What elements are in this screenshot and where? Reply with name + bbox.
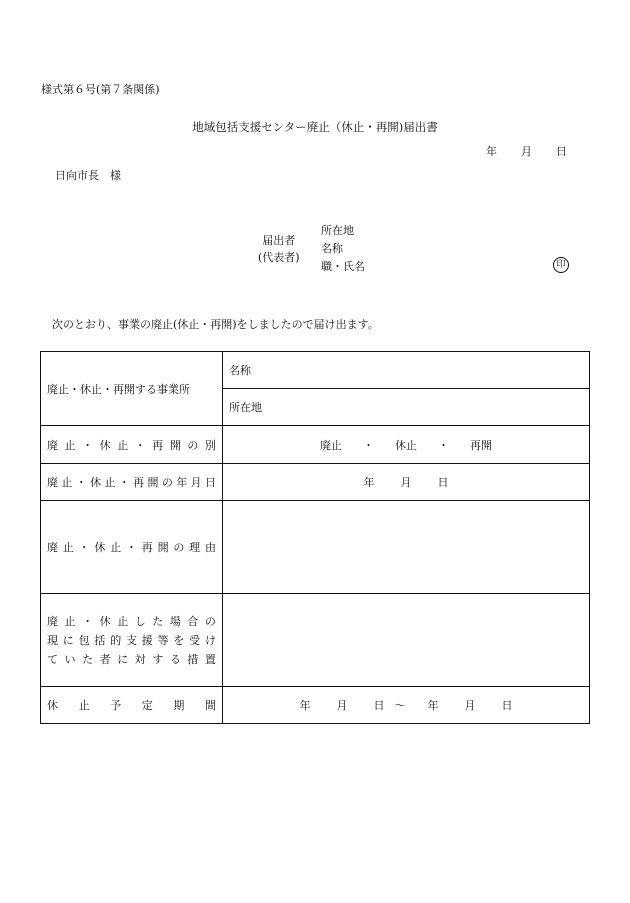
label-char: 止 [104,476,116,489]
label-char: ・ [82,438,94,452]
label-char: 別 [204,438,216,452]
type-options-cell[interactable] [223,426,590,464]
notifier-title-name-label: 職・氏名 [321,260,365,273]
type-option-resume[interactable]: 再開 [470,438,492,452]
label-char: 間 [204,699,216,712]
label-char: ・ [75,476,87,489]
label-char: 開 [147,476,159,489]
label-char: 日 [204,476,216,489]
label-char: 由 [204,541,216,554]
label-char: 支 [125,633,137,647]
date-value-month: 月 [400,476,412,489]
period-value-field[interactable] [223,687,590,724]
label-char: す [152,652,164,666]
label-char: 廃 [47,541,58,554]
period-month2: 月 [464,699,476,712]
notification-form-table [40,351,590,724]
label-char: 開 [157,541,169,554]
label-char: 定 [141,699,153,712]
measures-label-line [47,631,216,650]
reason-label [41,539,222,555]
label-char: を [173,633,185,647]
label-char: ・ [118,476,130,489]
label-char: 休 [99,438,111,452]
reason-label-cell [41,501,223,594]
type-separator: ・ [363,438,374,452]
date-month: 月 [521,145,532,158]
office-name-label: 名称 [229,364,251,377]
submission-date [486,143,567,159]
label-char: に [62,633,74,647]
label-char: 者 [99,652,111,666]
label-char: 場 [169,614,181,628]
label-char: 援 [141,633,153,647]
label-char: 対 [134,652,146,666]
label-char: 措 [187,652,199,666]
label-char: 廃 [47,438,58,452]
label-char: に [117,652,129,666]
label-char: し [134,614,146,628]
date-day: 日 [556,145,567,158]
label-char: 的 [110,633,122,647]
label-char: 年 [176,476,188,489]
label-char: た [152,614,164,628]
label-char: 止 [64,438,76,452]
type-separator: ・ [438,438,449,452]
notifier-location-label: 所在地 [321,224,354,237]
label-char: 包 [78,633,90,647]
label-char: 予 [110,699,122,712]
label-char: る [169,652,181,666]
type-label [41,437,222,453]
date-value-year: 年 [363,476,375,489]
office-label: 廃止・休止・再開する事業所 [41,352,223,426]
addressee: 日向市長 様 [55,169,121,182]
label-char: 置 [204,652,216,666]
reason-field[interactable] [223,501,590,594]
label-char: け [204,633,216,647]
period-year2: 年 [427,699,439,712]
label-char: 止 [110,541,122,554]
label-char: 合 [187,614,199,628]
seal-mark: 印 [553,257,569,273]
office-location-label: 所在地 [229,401,262,414]
label-char: の [161,476,173,489]
label-char: ・ [134,438,146,452]
label-char: 休 [99,614,111,628]
notifier-label-line2: (代表者) [258,251,300,264]
period-label-cell [41,687,223,724]
measures-label-line [47,612,216,631]
notifier-label [258,232,300,266]
label-char: 止 [64,614,76,628]
label-char: 月 [190,476,202,489]
type-option-abolish[interactable]: 廃止 [320,438,342,452]
label-char: ・ [82,614,94,628]
label-char: 廃 [47,476,58,489]
label-char: 括 [94,633,106,647]
date-label-cell [41,464,223,501]
notifier-fields [321,222,365,276]
label-char: 休 [94,541,106,554]
label-char: 止 [78,699,90,712]
label-char: 止 [62,541,74,554]
period-year1: 年 [299,699,311,712]
label-char: い [64,652,76,666]
label-char: 止 [61,476,73,489]
date-label [41,474,222,490]
label-char: た [82,652,94,666]
type-label-cell [41,426,223,464]
label-char: 開 [169,438,181,452]
period-day2: 日 [501,699,513,712]
period-tilde: ～ [394,699,406,712]
label-char: 等 [157,633,169,647]
date-year: 年 [486,145,497,158]
label-char: 休 [47,699,58,712]
document-title: 地域包括支援センター廃止（休止・再開)届出書 [192,120,438,134]
notifier-label-line1: 届出者 [262,234,296,247]
label-char: て [47,652,58,666]
label-char: 現 [47,633,58,647]
office-location-field[interactable] [223,389,590,426]
label-char: 再 [141,541,153,554]
measures-field[interactable] [223,594,590,687]
notifier-name-label: 名称 [321,242,343,255]
type-option-suspend[interactable]: 休止 [395,438,417,452]
label-char: ・ [78,541,90,554]
label-char: 止 [117,438,129,452]
measures-label-cell [41,594,223,687]
label-char: の [173,541,185,554]
form-number: 様式第６号(第７条関係) [41,83,160,96]
label-char: 理 [189,541,201,554]
label-char: 休 [90,476,102,489]
label-char: の [204,614,216,628]
label-char: ・ [125,541,137,554]
label-char: 止 [117,614,129,628]
label-char: 再 [133,476,145,489]
office-name-field[interactable] [223,352,590,389]
label-char: 廃 [47,614,58,628]
period-day1: 日 [373,699,385,712]
date-value-field[interactable] [223,464,590,501]
measures-label [41,612,222,669]
label-char: の [187,438,199,452]
measures-label-line [47,650,216,669]
label-char: 受 [189,633,201,647]
date-value-day: 日 [437,476,449,489]
intro-text: 次のとおり、事業の廃止(休止・再開)をしましたので届け出ます。 [52,318,379,331]
period-label [41,697,222,713]
period-month1: 月 [336,699,348,712]
label-char: 再 [152,438,164,452]
label-char: 期 [173,699,185,712]
